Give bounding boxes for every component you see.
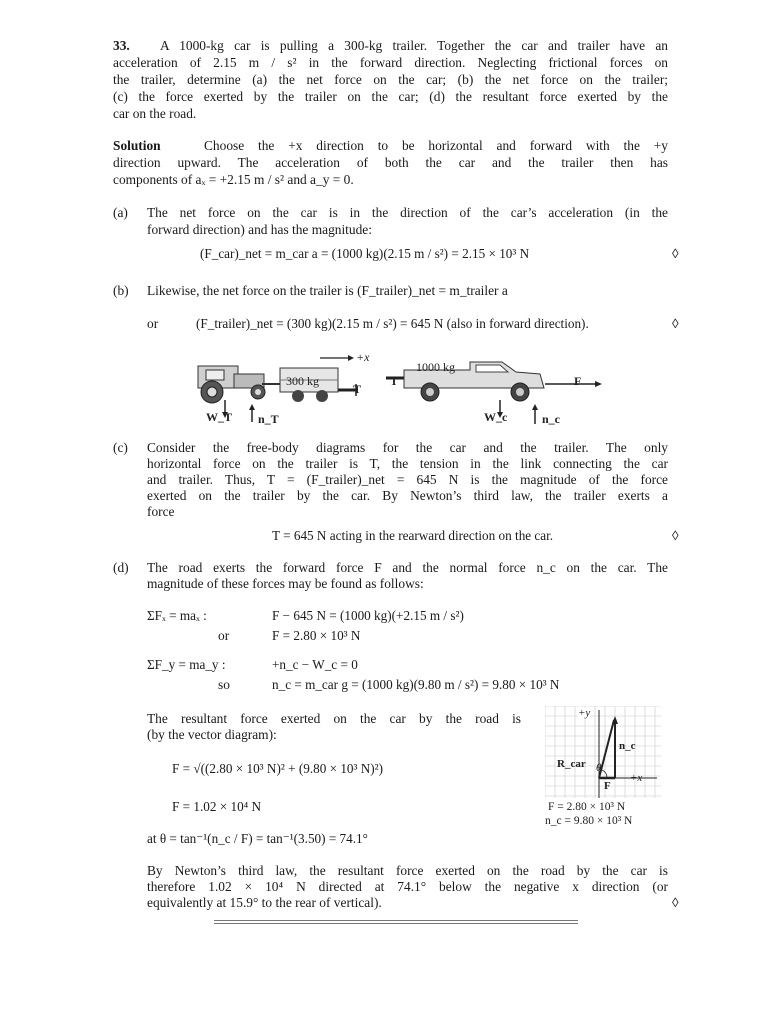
figure-weight-trailer: W_T [206,410,233,424]
eq-fy-1: +n_c − W_c = 0 [272,657,358,672]
part-a-line-2: forward direction) and has the magnitude: [147,222,372,237]
problem-number: 33. [113,38,130,53]
vector-caption-F: F = 2.80 × 10³ N [548,801,626,813]
footer-rule-top [214,920,578,921]
vector-caption-n: n_c = 9.80 × 10³ N [545,815,633,827]
resultant-line-2: (by the vector diagram): [147,727,277,742]
figure-normal-trailer: n_T [258,412,279,426]
part-b-line: Likewise, the net force on the trailer is (F_trailer)_net = m_trailer a [147,283,508,298]
vector-F-label: F [604,780,611,792]
figure-force-F: F [574,374,582,388]
problem-line-3: the trailer, determine (a) the net force on the car; (b) the net force on the trailer; [113,72,668,87]
vector-n-label: n_c [619,740,636,752]
problem-line-2: acceleration of 2.15 m / s² in the forward direction. Neglecting frictional forces on [113,55,668,70]
eq-fy-2: n_c = m_car g = (1000 kg)(9.80 m / s²) = 9.80 × 10³ N [272,677,560,692]
part-a-label: (a) [113,205,128,220]
part-c-line-2: horizontal force on the trailer is T, the tension in the link connecting the car [147,456,668,471]
tractor-drawing [198,366,265,403]
part-d-so: so [218,677,230,692]
problem-line-5: car on the road. [113,106,197,121]
figure-tension-trailer: T [353,382,362,396]
sum-fx-label: ΣFₓ = maₓ : [147,608,207,623]
part-b-equation: (F_trailer)_net = (300 kg)(2.15 m / s²) = 645 N (also in forward direction). [196,316,589,331]
vector-diagram [545,706,661,798]
eq-fx-2: F = 2.80 × 10³ N [272,628,361,643]
F-magnitude-equation: F = √((2.80 × 10³ N)² + (9.80 × 10³ N)²) [172,761,384,776]
part-a-line-1: The net force on the car is in the direction of the car’s acceleration (in the [147,205,668,220]
sum-fy-label: ΣF_y = ma_y : [147,657,226,672]
part-b-end-mark: ◊ [672,316,679,331]
part-a-end-mark: ◊ [672,246,679,261]
part-d-or: or [218,628,230,643]
closing-line-1: By Newton’s third law, the resultant force exerted on the road by the car is [147,863,668,878]
figure-car-mass: 1000 kg [416,360,455,374]
pickup-truck-drawing [386,362,544,401]
part-d-line-2: magnitude of these forces may be found as follows: [147,576,424,591]
part-d-line-1: The road exerts the forward force F and the normal force n_c on the car. The [147,560,668,575]
part-c-line-3: and trailer. Thus, T = (F_trailer)_net = 645 N is the magnitude of the force [147,472,668,487]
angle-equation: at θ = tan⁻¹(n_c / F) = tan⁻¹(3.50) = 74.1° [147,831,368,846]
problem-line-1: A 1000-kg car is pulling a 300-kg trailer. Together the car and trailer have an [160,38,668,53]
part-c-line-1: Consider the free-body diagrams for the car and the trailer. The only [147,440,668,455]
part-c-line-4: exerted on the trailer by the car. By Newton’s third law, the trailer exerts a [147,488,668,503]
problem-line-4: (c) the force exerted by the trailer on the car; (d) the resultant force exerted by the [113,89,668,104]
F-result: F = 1.02 × 10⁴ N [172,799,262,814]
resultant-line-1: The resultant force exerted on the car by the road is [147,711,521,726]
part-a-equation: (F_car)_net = m_car a = (1000 kg)(2.15 m / s²) = 2.15 × 10³ N [200,246,530,261]
figure-normal-car: n_c [542,412,560,426]
solution-label: Solution [113,138,161,153]
vector-x-label: +x [630,772,643,784]
figure-weight-car: W_c [484,410,508,424]
part-d-end-mark: ◊ [672,895,679,910]
part-c-label: (c) [113,440,128,455]
part-c-line-5: force [147,504,175,519]
figure-x-label: +x [356,350,370,364]
solution-line-2: direction upward. The acceleration of both the car and the trailer then has [113,155,668,170]
force-F-arrowhead [595,381,602,387]
vector-R-label: R_car [557,758,586,770]
part-c-result: T = 645 N acting in the rearward direction on the car. [272,528,554,543]
figure-trailer-mass: 300 kg [286,374,319,388]
vector-theta-label: θ [596,762,602,774]
footer-rule-bottom [214,923,578,924]
solution-line-1: Choose the +x direction to be horizontal and forward with the +y [204,138,668,153]
figure-tension-car: T [390,374,399,388]
vector-grid [545,706,661,798]
closing-line-2: therefore 1.02 × 10⁴ N directed at 74.1° below the negative x direction (or [147,879,668,894]
part-c-end-mark: ◊ [672,528,679,543]
vector-y-label: +y [578,707,591,719]
part-b-label: (b) [113,283,129,298]
part-b-or: or [147,316,159,331]
part-d-label: (d) [113,560,129,575]
x-axis-arrowhead [348,355,354,361]
eq-fx-1: F − 645 N = (1000 kg)(+2.15 m / s²) [272,608,464,623]
closing-line-3: equivalently at 15.9° to the rear of vertical). [147,895,382,910]
solution-line-3: components of aₓ = +2.15 m / s² and a_y = 0. [113,172,354,187]
